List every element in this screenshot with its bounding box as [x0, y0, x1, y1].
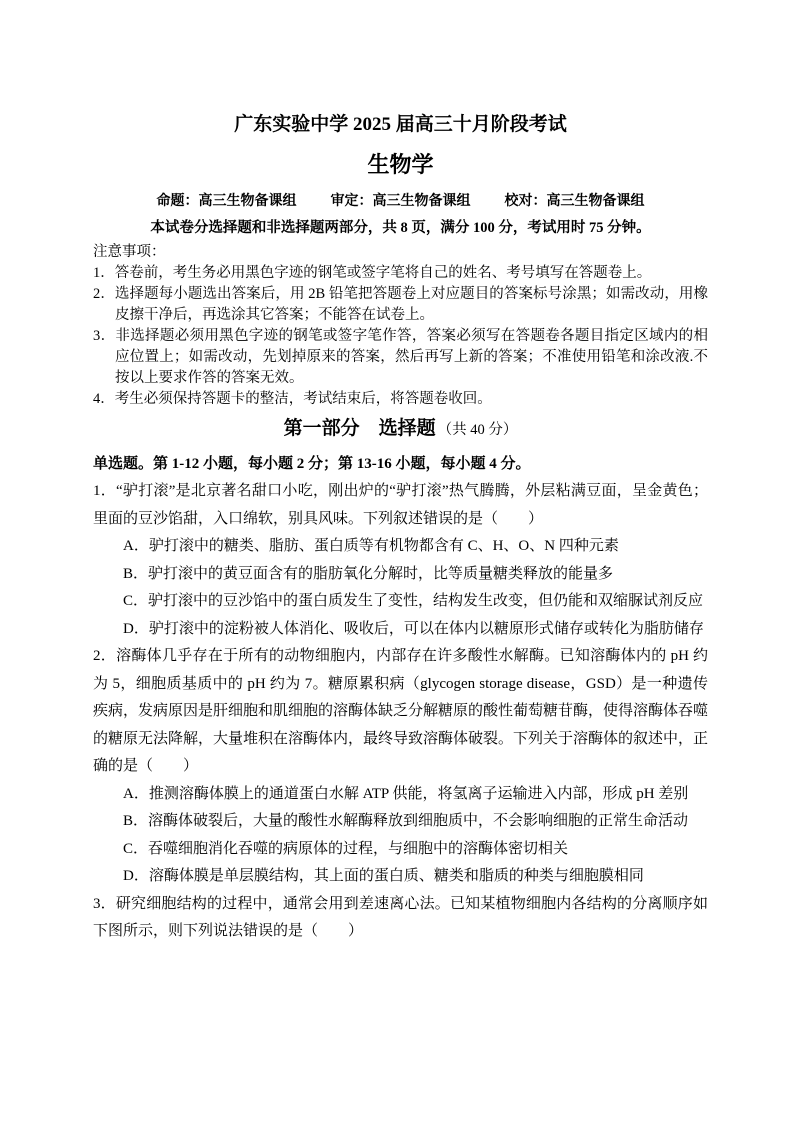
notice-item: 4．考生必须保持答题卡的整洁，考试结束后，将答题卷收回。: [93, 391, 492, 407]
notice-item: 1．答卷前，考生务必用黑色字迹的钢笔或签字笔将自己的姓名、考号填写在答题卷上。: [93, 265, 652, 281]
question-1: [93, 478, 708, 643]
question-1-option-c: C．驴打滚中的豆沙馅中的蛋白质发生了变性，结构发生改变，但仍能和双缩脲试剂反应: [123, 593, 704, 609]
section-heading: [93, 416, 708, 443]
question-1-option-b: B．驴打滚中的黄豆面含有的脂肪氧化分解时，比等质量糖类释放的能量多: [123, 565, 614, 582]
section-instruction: 单选题。第 1-12 小题，每小题 2 分；第 13-16 小题，每小题 4 分。: [93, 456, 531, 472]
question-2-option-a: A．推测溶酶体膜上的通道蛋白水解 ATP 供能，将氢离子运输进入内部，形成 pH 差别: [123, 785, 689, 802]
meta-line: [93, 192, 708, 212]
question-2: [93, 643, 708, 891]
question-1-option-a: A．驴打滚中的糖类、脂肪、蛋白质等有机物都含有 C、H、O、N 四种元素: [123, 538, 619, 554]
section-score-note: （共 40 分）: [437, 422, 518, 438]
question-2-option-b: B．溶酶体破裂后，大量的酸性水解酶释放到细胞质中，不会影响细胞的正常生命活动: [123, 813, 689, 829]
notice-item: 2．选择题每小题选出答案后，用 2B 铅笔把答题卷上对应题目的答案标号涂黑；如需改动，用橡皮擦干净后，再选涂其它答案；不能答在试卷上。: [93, 286, 708, 323]
question-3: [93, 891, 708, 946]
exam-title: 广东实验中学 2025 届高三十月阶段考试: [234, 114, 567, 135]
question-1-stem: 1．“驴打滚”是北京著名甜口小吃，刚出炉的“驴打滚”热气腾腾，外层粘满豆面，呈金黄色；里面的豆沙馅甜，入口绵软，别具风味。下列叙述错误的是（ ）: [93, 483, 708, 527]
question-2-stem: 2．溶酶体几乎存在于所有的动物细胞内，内部存在许多酸性水解酶。已知溶酶体内的 pH 约为 5，细胞质基质中的 pH 约为 7。糖原累积病（glycogen storage disease，GSD）是一种遗传疾病，发病原因是肝细胞和肌细胞的溶酶体缺乏分解糖原的酸性葡萄糖苷酶，使得溶酶体吞噬的糖原无法降解，大量堆积在溶酶体内，最终导致溶酶体破裂。下列关于溶酶体的叙述中，正确的是（ ）: [93, 648, 709, 774]
meta-reviewer: 审定：高三生物备课组: [330, 194, 471, 209]
question-2-option-c: C．吞噬细胞消化吞噬的病原体的过程，与细胞中的溶酶体密切相关: [123, 840, 569, 857]
notice-heading: 注意事项：: [93, 244, 166, 260]
meta-proofreader: 校对：高三生物备课组: [504, 194, 645, 209]
meta-setter: 命题：高三生物备课组: [156, 194, 297, 209]
question-1-option-d: D．驴打滚中的淀粉被人体消化、吸收后，可以在体内以糖原形式储存或转化为脂肪储存: [123, 620, 704, 637]
subject-title: 生物学: [367, 152, 434, 177]
question-2-option-d: D．溶酶体膜是单层膜结构，其上面的蛋白质、糖类和脂质的种类与细胞膜相同: [123, 868, 644, 884]
question-3-stem: 3．研究细胞结构的过程中，通常会用到差速离心法。已知某植物细胞内各结构的分离顺序如下图所示，则下列说法错误的是（ ）: [93, 895, 708, 939]
notice-item: 3．非选择题必须用黑色字迹的钢笔或签字笔作答，答案必须写在答题卷各题目指定区域内的相应位置上；如需改动，先划掉原来的答案，然后再写上新的答案；不准使用铅笔和涂改液.不按以上要求作答的答案无效。: [93, 328, 708, 386]
exam-info: 本试卷分选择题和非选择题两部分，共 8 页，满分 100 分，考试用时 75 分钟。: [150, 220, 651, 236]
section-title: 第一部分 选择题: [283, 418, 436, 439]
